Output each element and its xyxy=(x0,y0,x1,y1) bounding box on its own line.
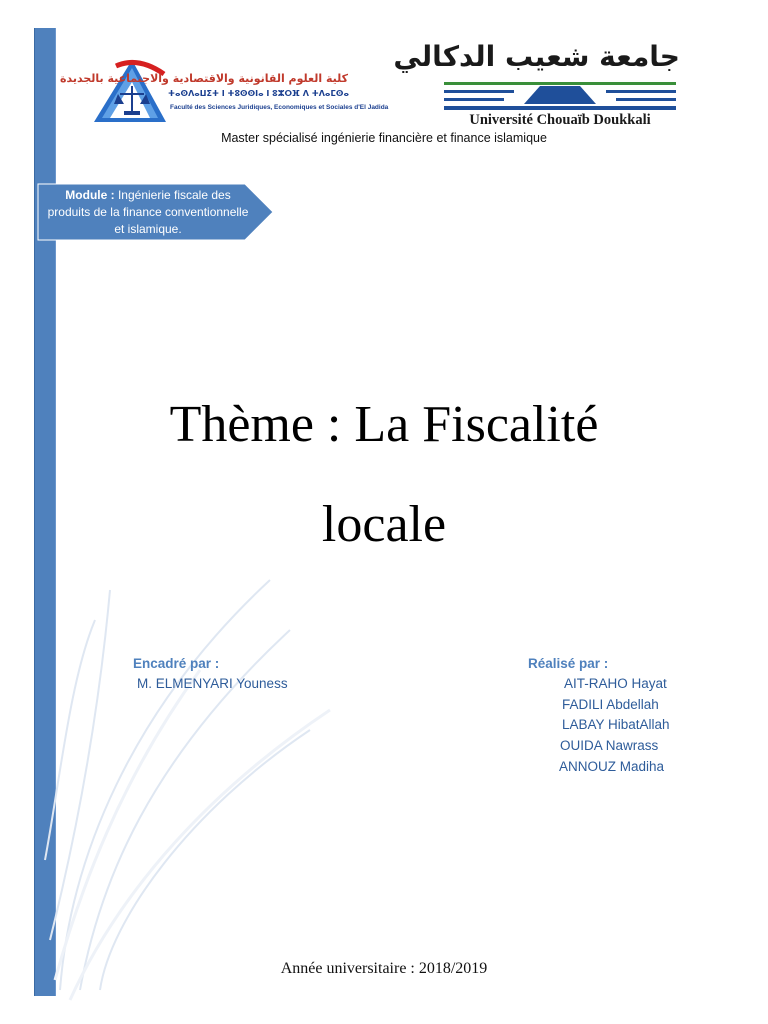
supervisor-name: M. ELMENYARI Youness xyxy=(137,676,288,691)
theme-line-2: locale xyxy=(321,496,447,553)
supervisor-block xyxy=(133,654,393,695)
authors-block xyxy=(528,654,748,778)
author-name: ANNOUZ Madiha xyxy=(559,758,665,774)
decorative-swirl xyxy=(40,560,340,1000)
authors-label: Réalisé par : xyxy=(528,656,609,671)
module-banner xyxy=(37,183,275,241)
academic-year: Année universitaire : 2018/2019 xyxy=(280,960,488,977)
author-name: LABAY HibatAllah xyxy=(562,717,670,733)
university-arabic-name: جامعة شعيب الدكالي xyxy=(393,40,680,73)
author-name: AIT-RAHO Hayat xyxy=(564,676,667,691)
university-logo xyxy=(393,40,680,130)
module-label: Module : xyxy=(65,188,115,202)
master-program-title: Master spécialisé ingénierie financière et finance islamique xyxy=(221,131,547,145)
faculty-french-name: Faculté des Sciences Juridiques, Economiques et Sociales d'El Jadida xyxy=(170,104,389,111)
faculty-arabic-name: كلية العلوم القانونية والاقتصادية والاجتماعية بالجديدة xyxy=(60,72,348,85)
university-french-name: Université Chouaïb Doukkali xyxy=(469,112,651,128)
supervisor-label: Encadré par : xyxy=(133,656,220,671)
faculty-emblem-icon xyxy=(88,56,168,126)
theme-line-1: Thème : La Fiscalité xyxy=(169,396,599,453)
university-emblem-icon xyxy=(444,80,676,116)
faculty-logo xyxy=(60,56,389,128)
faculty-tifinagh-name: ⵜⴰⵙⴷⴰⵡⵉⵜ ⵏ ⵜⵓⵙⵙⵏⴰ ⵏ ⵓⵣⵔⴼ ⴷ ⵜⴷⴰⵎⵙⴰ xyxy=(168,89,349,98)
module-text: Ingénierie fiscale des produits de la finance conventionnelle et islamique. xyxy=(47,188,249,236)
author-name: OUIDA Nawrass xyxy=(560,738,659,754)
document-theme-title xyxy=(0,375,768,575)
author-name: FADILI Abdellah xyxy=(562,696,659,712)
module-description xyxy=(45,187,251,238)
